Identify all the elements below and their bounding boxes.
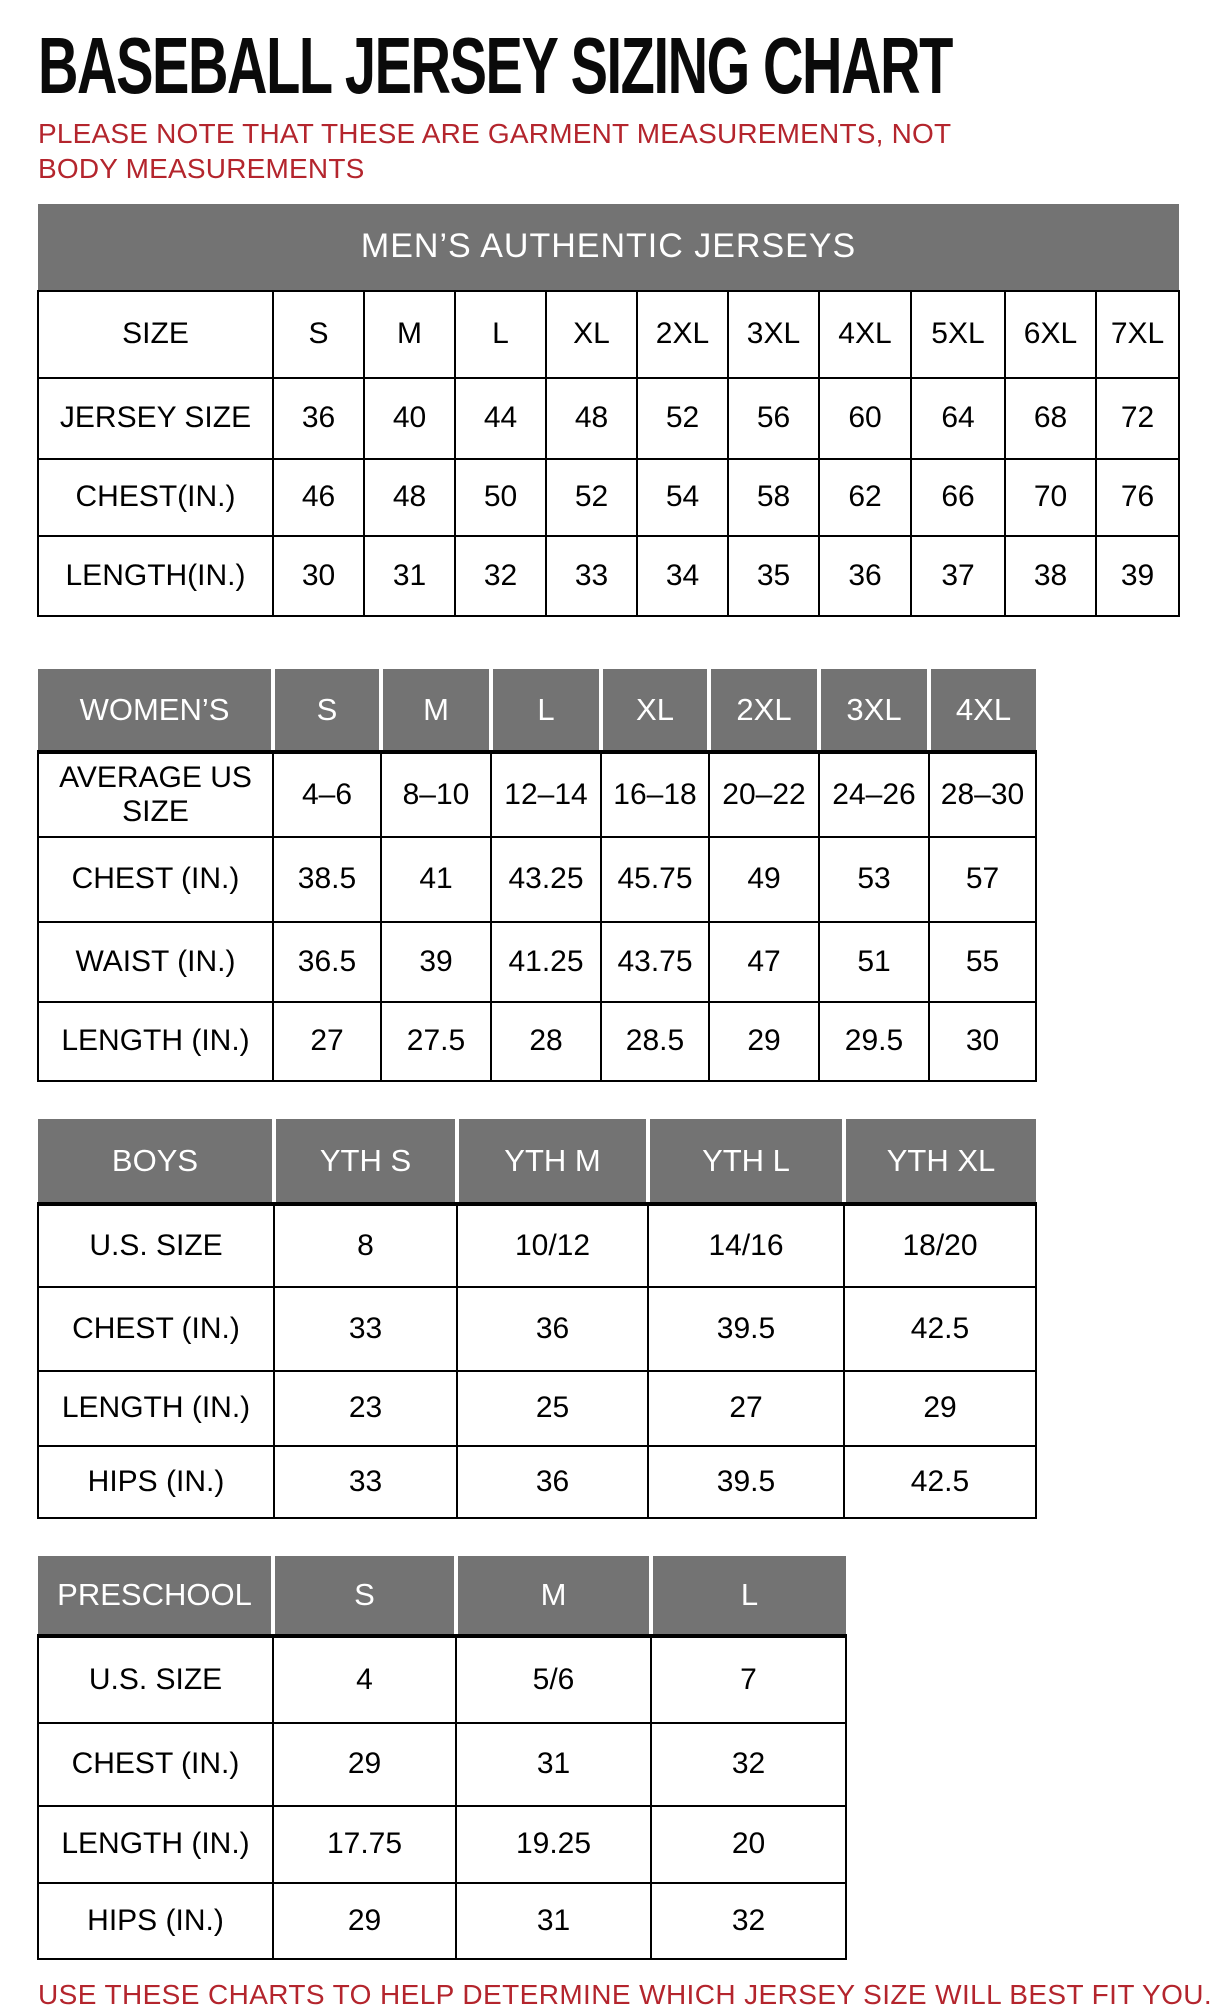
womens-value-cell: 51 [819,922,929,1002]
mens-value-cell: 37 [911,536,1005,616]
mens-size-col-7xl: 7XL [1096,291,1179,378]
womens-value-cell: 36.5 [273,922,381,1002]
mens-value-cell: 62 [819,459,911,536]
womens-value-cell: 41 [381,837,491,922]
womens-value-cell: 20–22 [709,752,819,837]
mens-value-cell: 56 [728,378,819,459]
mens-banner-title: MEN’S AUTHENTIC JERSEYS [38,204,1179,291]
womens-header-size-s: S [273,669,381,752]
womens-row-label: WAIST (IN.) [38,922,273,1002]
preschool-value-cell: 31 [456,1723,651,1806]
mens-value-cell: 64 [911,378,1005,459]
preschool-row-label: LENGTH (IN.) [38,1806,273,1883]
womens-value-cell: 28.5 [601,1002,709,1081]
boys-value-cell: 42.5 [844,1446,1036,1518]
preschool-row-2 [38,1806,846,1883]
mens-value-cell: 76 [1096,459,1179,536]
womens-section [37,669,1200,1082]
mens-value-cell: 44 [455,378,546,459]
boys-value-cell: 23 [274,1371,457,1446]
boys-value-cell: 29 [844,1371,1036,1446]
mens-size-col-l: L [455,291,546,378]
womens-value-cell: 39 [381,922,491,1002]
womens-value-cell: 27.5 [381,1002,491,1081]
boys-header-label: BOYS [38,1119,274,1204]
boys-header-size-yth-s: YTH S [274,1119,457,1204]
boys-row-1 [38,1287,1036,1371]
mens-value-cell: 48 [364,459,455,536]
boys-row-3 [38,1446,1036,1518]
mens-size-col-5xl: 5XL [911,291,1005,378]
mens-value-cell: 70 [1005,459,1096,536]
preschool-header-size-l: L [651,1556,846,1636]
mens-value-cell: 52 [637,378,728,459]
mens-size-row-label: SIZE [38,291,273,378]
preschool-header-size-m: M [456,1556,651,1636]
womens-value-cell: 53 [819,837,929,922]
preschool-size-table [37,1556,847,1960]
womens-value-cell: 12–14 [491,752,601,837]
womens-header-label: WOMEN’S [38,669,273,752]
boys-section [37,1119,1200,1519]
mens-value-cell: 36 [273,378,364,459]
boys-row-label: HIPS (IN.) [38,1446,274,1518]
mens-size-col-m: M [364,291,455,378]
womens-value-cell: 43.75 [601,922,709,1002]
mens-value-cell: 46 [273,459,364,536]
womens-header-size-m: M [381,669,491,752]
womens-value-cell: 45.75 [601,837,709,922]
womens-row-label: AVERAGE US SIZE [38,752,273,837]
boys-value-cell: 36 [457,1287,648,1371]
mens-value-cell: 40 [364,378,455,459]
mens-value-cell: 52 [546,459,637,536]
preschool-value-cell: 5/6 [456,1636,651,1723]
boys-value-cell: 25 [457,1371,648,1446]
preschool-row-label: HIPS (IN.) [38,1883,273,1959]
mens-value-cell: 30 [273,536,364,616]
womens-value-cell: 24–26 [819,752,929,837]
womens-value-cell: 27 [273,1002,381,1081]
boys-value-cell: 18/20 [844,1204,1036,1287]
boys-value-cell: 42.5 [844,1287,1036,1371]
preschool-row-label: CHEST (IN.) [38,1723,273,1806]
mens-value-cell: 32 [455,536,546,616]
womens-value-cell: 29 [709,1002,819,1081]
boys-header-size-yth-xl: YTH XL [844,1119,1036,1204]
preschool-row-0 [38,1636,846,1723]
womens-value-cell: 57 [929,837,1036,922]
mens-value-cell: 48 [546,378,637,459]
mens-size-col-xl: XL [546,291,637,378]
boys-header-size-yth-m: YTH M [457,1119,648,1204]
mens-value-cell: 35 [728,536,819,616]
boys-header-size-yth-l: YTH L [648,1119,844,1204]
preschool-value-cell: 7 [651,1636,846,1723]
mens-size-col-2xl: 2XL [637,291,728,378]
womens-row-label: LENGTH (IN.) [38,1002,273,1081]
boys-size-table [37,1119,1037,1519]
garment-note-text: PLEASE NOTE THAT THESE ARE GARMENT MEASUREMENTS, NOT BODY MEASUREMENTS [38,118,951,184]
boys-value-cell: 10/12 [457,1204,648,1287]
preschool-value-cell: 4 [273,1636,456,1723]
size-tables-container [37,204,1200,1960]
mens-size-col-6xl: 6XL [1005,291,1096,378]
preschool-row-1 [38,1723,846,1806]
boys-row-label: CHEST (IN.) [38,1287,274,1371]
preschool-value-cell: 32 [651,1723,846,1806]
mens-row-0 [38,378,1179,459]
preschool-value-cell: 29 [273,1883,456,1959]
mens-row-label: JERSEY SIZE [38,378,273,459]
womens-row-3 [38,1002,1036,1081]
womens-value-cell: 47 [709,922,819,1002]
mens-value-cell: 33 [546,536,637,616]
boys-value-cell: 33 [274,1446,457,1518]
mens-value-cell: 50 [455,459,546,536]
womens-header-size-xl: XL [601,669,709,752]
womens-value-cell: 28 [491,1002,601,1081]
mens-value-cell: 68 [1005,378,1096,459]
womens-header-size-3xl: 3XL [819,669,929,752]
mens-value-cell: 38 [1005,536,1096,616]
womens-value-cell: 55 [929,922,1036,1002]
mens-size-col-s: S [273,291,364,378]
boys-value-cell: 14/16 [648,1204,844,1287]
boys-row-label: U.S. SIZE [38,1204,274,1287]
page-title: BASEBALL JERSEY SIZING CHART [38,21,952,110]
preschool-value-cell: 29 [273,1723,456,1806]
mens-value-cell: 72 [1096,378,1179,459]
womens-value-cell: 49 [709,837,819,922]
boys-value-cell: 39.5 [648,1446,844,1518]
preschool-value-cell: 20 [651,1806,846,1883]
mens-size-col-3xl: 3XL [728,291,819,378]
womens-value-cell: 41.25 [491,922,601,1002]
boys-value-cell: 8 [274,1204,457,1287]
womens-row-0 [38,752,1036,837]
womens-row-2 [38,922,1036,1002]
boys-value-cell: 36 [457,1446,648,1518]
mens-row-label: CHEST(IN.) [38,459,273,536]
preschool-row-label: U.S. SIZE [38,1636,273,1723]
womens-value-cell: 28–30 [929,752,1036,837]
womens-value-cell: 8–10 [381,752,491,837]
mens-value-cell: 54 [637,459,728,536]
womens-header-size-4xl: 4XL [929,669,1036,752]
boys-row-0 [38,1204,1036,1287]
womens-value-cell: 16–18 [601,752,709,837]
mens-value-cell: 39 [1096,536,1179,616]
mens-value-cell: 60 [819,378,911,459]
mens-value-cell: 31 [364,536,455,616]
womens-value-cell: 30 [929,1002,1036,1081]
mens-size-col-4xl: 4XL [819,291,911,378]
boys-row-2 [38,1371,1036,1446]
womens-value-cell: 4–6 [273,752,381,837]
mens-value-cell: 36 [819,536,911,616]
mens-row-label: LENGTH(IN.) [38,536,273,616]
preschool-row-3 [38,1883,846,1959]
womens-value-cell: 43.25 [491,837,601,922]
preschool-value-cell: 31 [456,1883,651,1959]
preschool-value-cell: 19.25 [456,1806,651,1883]
mens-row-2 [38,536,1179,616]
preschool-value-cell: 32 [651,1883,846,1959]
preschool-header-size-s: S [273,1556,456,1636]
womens-value-cell: 38.5 [273,837,381,922]
womens-header-size-2xl: 2XL [709,669,819,752]
preschool-value-cell: 17.75 [273,1806,456,1883]
mens-value-cell: 66 [911,459,1005,536]
boys-row-label: LENGTH (IN.) [38,1371,274,1446]
boys-value-cell: 27 [648,1371,844,1446]
womens-row-1 [38,837,1036,922]
womens-value-cell: 29.5 [819,1002,929,1081]
boys-value-cell: 39.5 [648,1287,844,1371]
boys-value-cell: 33 [274,1287,457,1371]
womens-size-table [37,669,1037,1082]
mens-size-table [37,204,1180,617]
mens-section [37,204,1200,617]
womens-header-size-l: L [491,669,601,752]
mens-value-cell: 58 [728,459,819,536]
footer-advice-text: USE THESE CHARTS TO HELP DETERMINE WHICH JERSEY SIZE WILL BEST FIT YOU. [38,1979,1213,2010]
preschool-header-label: PRESCHOOL [38,1556,273,1636]
preschool-section [37,1556,1200,1960]
mens-row-1 [38,459,1179,536]
womens-row-label: CHEST (IN.) [38,837,273,922]
mens-value-cell: 34 [637,536,728,616]
